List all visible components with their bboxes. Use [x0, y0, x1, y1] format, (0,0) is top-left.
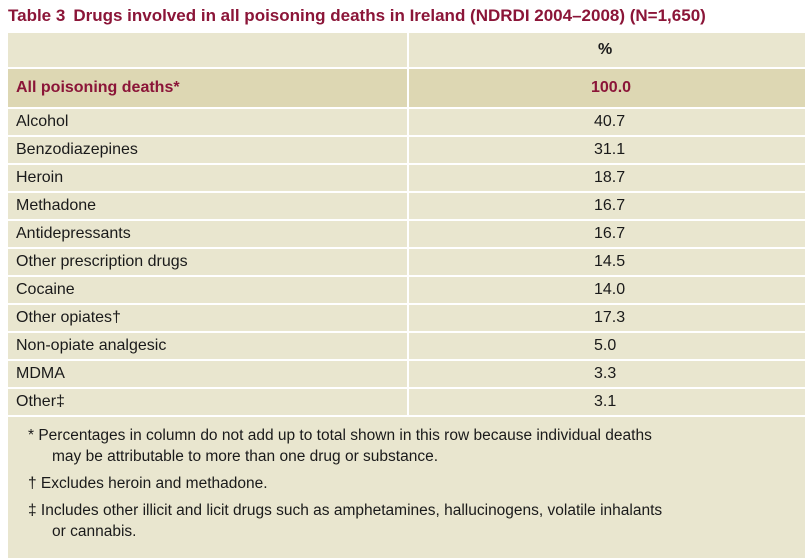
row-label: Other opiates†	[16, 309, 121, 326]
row-label: Other prescription drugs	[16, 253, 188, 270]
table-row	[8, 389, 805, 417]
footnote-line: or cannabis.	[52, 523, 137, 540]
row-value: 40.7	[407, 109, 805, 135]
footnote-asterisk	[28, 425, 797, 467]
table-row	[8, 109, 805, 137]
column-header-percent: %	[407, 33, 805, 67]
table-row	[8, 333, 805, 361]
row-label: Other‡	[16, 393, 65, 410]
row-value: 14.0	[407, 277, 805, 303]
footnote-line: † Excludes heroin and methadone.	[28, 475, 268, 492]
table-header-row	[8, 33, 805, 69]
table-row	[8, 249, 805, 277]
table-row	[8, 361, 805, 389]
row-label: Cocaine	[16, 281, 75, 298]
data-table	[8, 33, 805, 558]
row-label: Methadone	[16, 197, 97, 214]
row-value: 14.5	[407, 249, 805, 275]
footnote-dagger	[28, 473, 797, 494]
table-row	[8, 165, 805, 193]
row-label: Benzodiazepines	[16, 141, 138, 158]
total-row-value: 100.0	[407, 69, 805, 107]
table-row	[8, 137, 805, 165]
table-caption: Drugs involved in all poisoning deaths in Ireland (NDRDI 2004–2008) (N=1,650)	[73, 6, 706, 25]
row-value: 5.0	[407, 333, 805, 359]
row-value: 18.7	[407, 165, 805, 191]
footnote-line: ‡ Includes other illicit and licit drugs such as amphetamines, hallucinogens, volatile inhalants	[28, 502, 663, 519]
row-label: Antidepressants	[16, 225, 131, 242]
footnote-line: * Percentages in column do not add up to total shown in this row because individual deaths	[28, 427, 652, 444]
total-row	[8, 69, 805, 109]
footnote-line: may be attributable to more than one drug or substance.	[52, 448, 439, 465]
row-value: 3.3	[407, 361, 805, 387]
table-row	[8, 221, 805, 249]
row-label: Heroin	[16, 169, 64, 186]
row-value: 17.3	[407, 305, 805, 331]
table-title	[8, 6, 808, 26]
total-row-label: All poisoning deaths*	[16, 79, 180, 96]
row-value: 3.1	[407, 389, 805, 415]
table-footnotes	[8, 417, 805, 558]
row-value: 16.7	[407, 221, 805, 247]
row-value: 16.7	[407, 193, 805, 219]
table-row	[8, 305, 805, 333]
row-label: Non-opiate analgesic	[16, 337, 167, 354]
row-value: 31.1	[407, 137, 805, 163]
row-label: MDMA	[16, 365, 65, 382]
table-row	[8, 193, 805, 221]
table-row	[8, 277, 805, 305]
row-label: Alcohol	[16, 113, 69, 130]
table-number: Table 3	[8, 6, 66, 25]
